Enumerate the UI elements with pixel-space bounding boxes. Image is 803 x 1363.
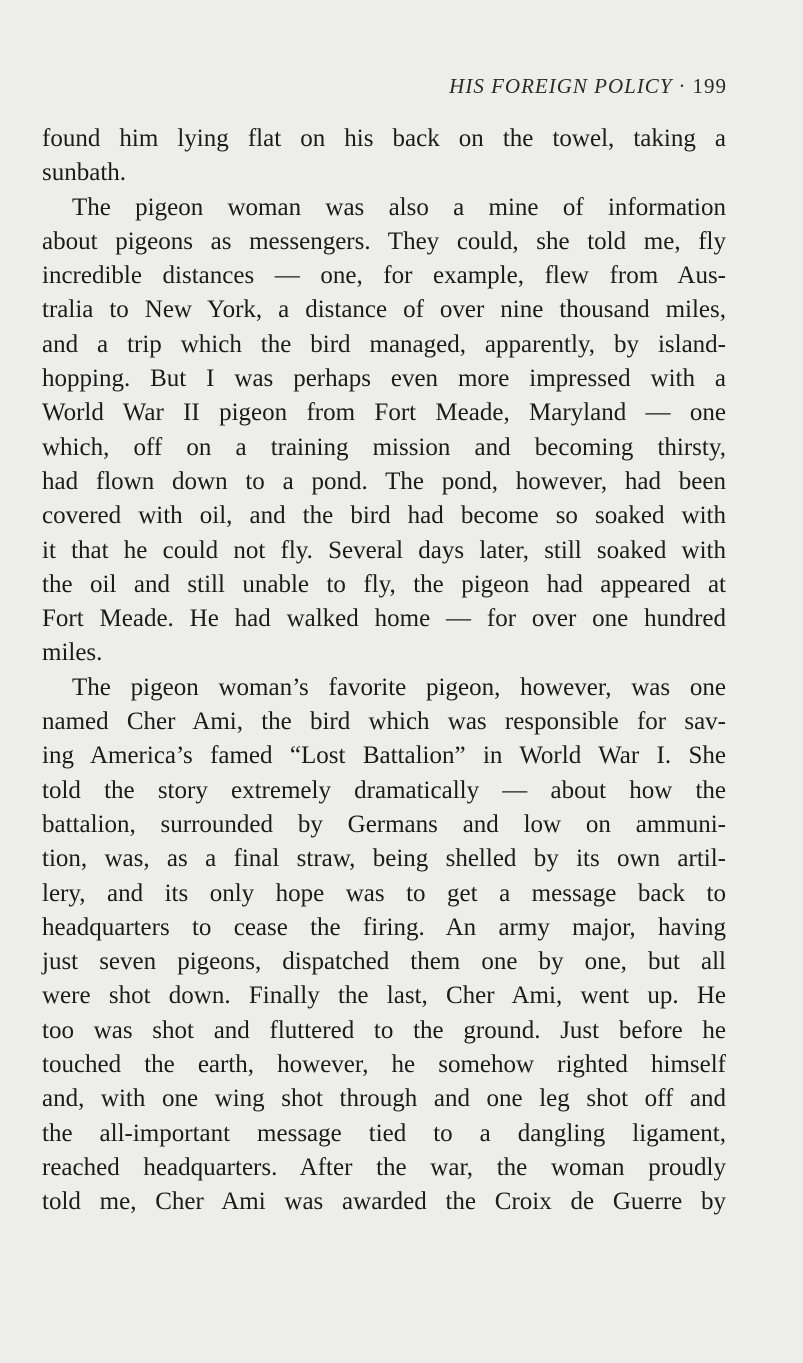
text-line: and a trip which the bird managed, apparently, by island- — [42, 330, 726, 358]
text-line: told me, Cher Ami was awarded the Croix de Guerre by — [42, 1188, 726, 1216]
text-line: Fort Meade. He had walked home — for over one hundred — [42, 605, 726, 633]
text-line: too was shot and fluttered to the ground. Just before he — [42, 1016, 726, 1044]
running-head-title: HIS FOREIGN POLICY — [449, 74, 673, 98]
text-line: just seven pigeons, dispatched them one by one, but all — [42, 948, 726, 976]
text-line: found him lying flat on his back on the towel, taking a — [42, 125, 726, 152]
text-line: tion, was, as a final straw, being shelled by its own artil- — [42, 845, 726, 873]
text-line: tralia to New York, a distance of over nine thousand miles, — [42, 296, 726, 324]
body-text — [42, 122, 726, 1220]
text-line: which, off on a training mission and becoming thirsty, — [42, 433, 726, 461]
text-line: ing America’s famed “Lost Battalion” in World War I. She — [42, 742, 726, 770]
text-line: miles. — [42, 639, 103, 667]
running-head — [449, 74, 727, 99]
text-line: told the story extremely dramatically — about how the — [42, 776, 726, 804]
text-line: headquarters to cease the firing. An army major, having — [42, 913, 726, 941]
text-line: hopping. But I was perhaps even more impressed with a — [42, 365, 726, 393]
text-line: the all-important message tied to a dangling ligament, — [42, 1119, 726, 1147]
text-line: the oil and still unable to fly, the pigeon had appeared at — [42, 570, 726, 598]
text-line: reached headquarters. After the war, the woman proudly — [42, 1153, 726, 1181]
text-line: lery, and its only hope was to get a message back to — [42, 879, 726, 907]
page-number: 199 — [692, 74, 727, 98]
running-head-separator: · — [678, 74, 687, 98]
text-line: The pigeon woman was also a mine of information — [72, 193, 726, 221]
text-line: were shot down. Finally the last, Cher Ami, went up. He — [42, 982, 726, 1010]
text-line: battalion, surrounded by Germans and low on ammuni- — [42, 810, 726, 838]
text-line: The pigeon woman’s favorite pigeon, however, was one — [72, 673, 726, 701]
text-line: World War II pigeon from Fort Meade, Maryland — one — [42, 399, 726, 427]
text-line: touched the earth, however, he somehow righted himself — [42, 1051, 726, 1079]
text-line: it that he could not fly. Several days later, still soaked with — [42, 536, 726, 564]
text-line: named Cher Ami, the bird which was responsible for sav- — [42, 708, 726, 736]
text-line: covered with oil, and the bird had become so soaked with — [42, 502, 726, 530]
text-line: incredible distances — one, for example, flew from Aus- — [42, 262, 726, 290]
text-line: sunbath. — [42, 159, 127, 187]
text-line: and, with one wing shot through and one leg shot off and — [42, 1085, 726, 1113]
text-line: about pigeons as messengers. They could, she told me, fly — [42, 227, 726, 255]
text-line: had flown down to a pond. The pond, however, had been — [42, 467, 726, 495]
